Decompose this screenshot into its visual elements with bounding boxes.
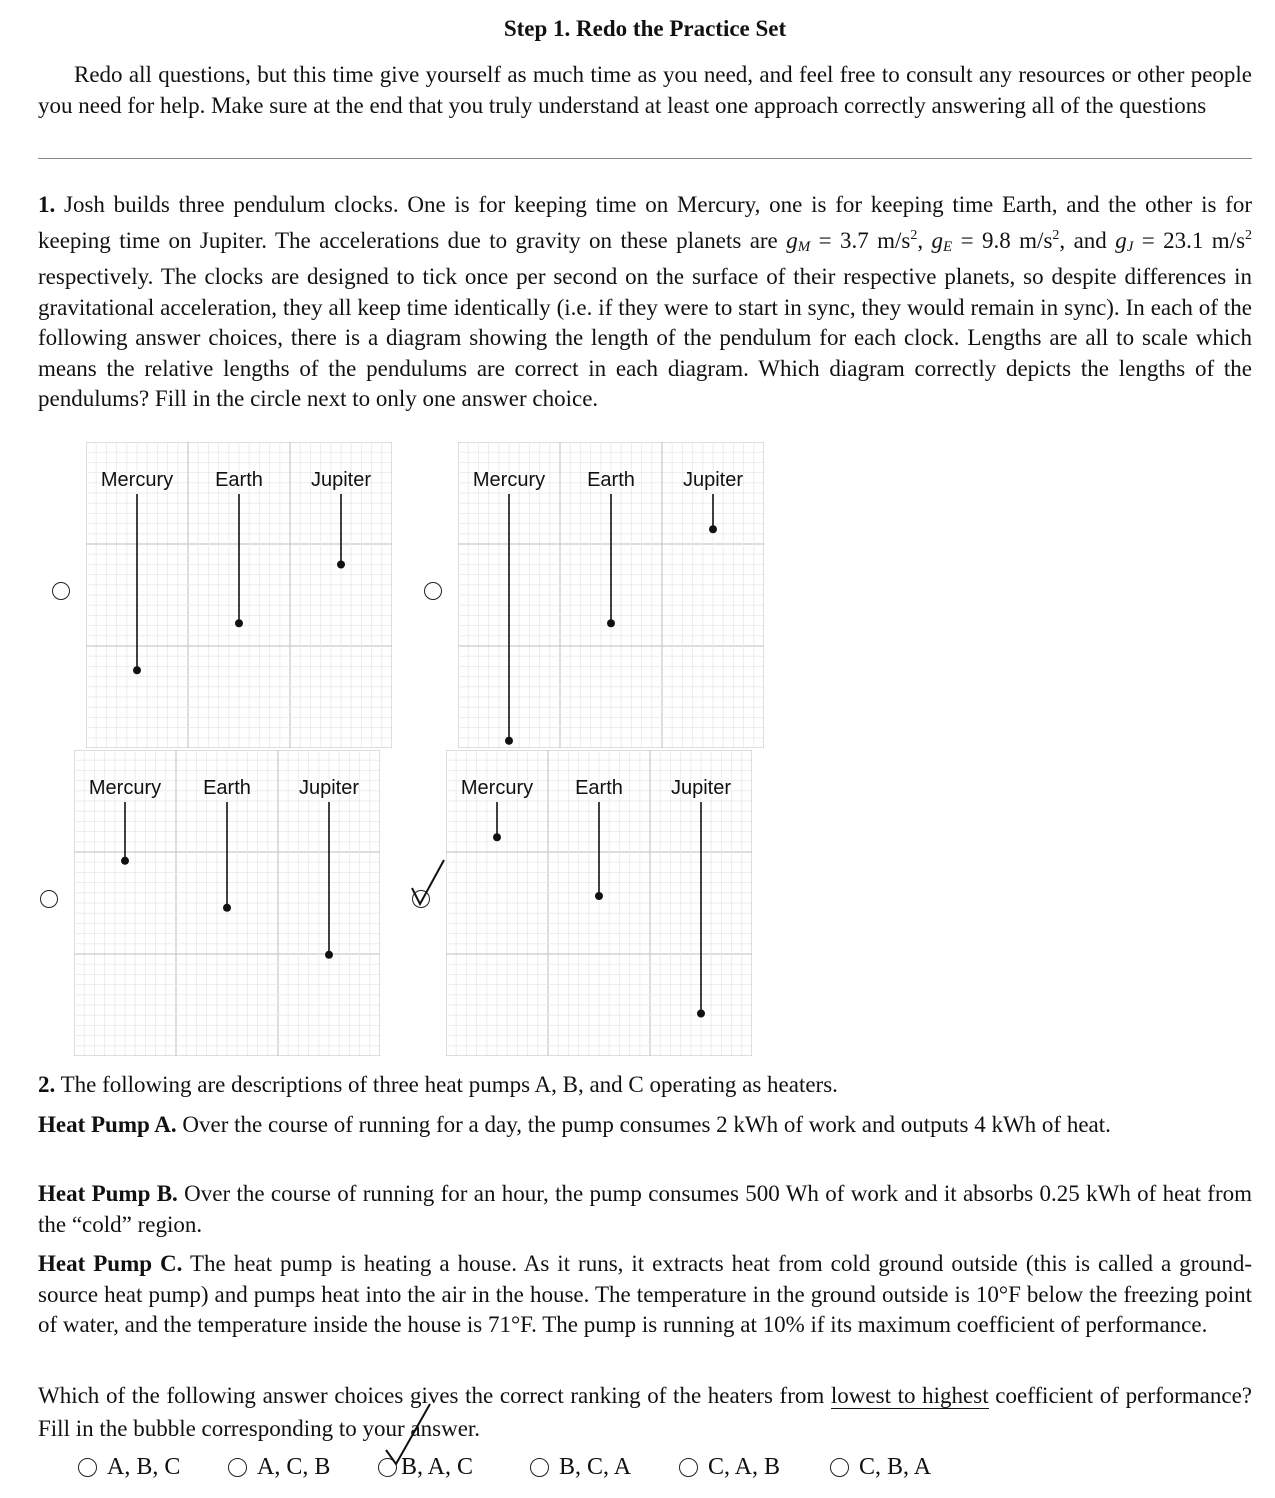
planet-label-jupiter: Jupiter xyxy=(298,777,360,799)
planet-label-mercury: Mercury xyxy=(88,777,162,799)
heat-pump-b-label: Heat Pump B. xyxy=(38,1181,178,1206)
ranking-choice-6[interactable] xyxy=(830,1454,931,1481)
heat-pump-c xyxy=(38,1249,1252,1341)
q2-question-b: coefficient of performance? Fill in the bubble corresponding to your answer. xyxy=(38,1383,1252,1441)
ranking-checkmark xyxy=(380,1398,440,1470)
q1-sq3: 2 xyxy=(1245,227,1253,243)
diagram-checkmark xyxy=(408,858,448,910)
ranking-choice-6-label: C, B, A xyxy=(859,1454,932,1480)
pendulum-bob-jupiter xyxy=(709,525,717,533)
ranking-choice-1[interactable] xyxy=(78,1454,180,1481)
heat-pump-a-label: Heat Pump A. xyxy=(38,1112,177,1137)
planet-label-jupiter: Jupiter xyxy=(670,777,732,799)
q1-sq1: 2 xyxy=(910,227,918,243)
ranking-choice-2[interactable] xyxy=(228,1454,330,1481)
step-title: Step 1. Redo the Practice Set xyxy=(503,16,787,41)
divider xyxy=(38,158,1252,159)
pendulum-bob-earth xyxy=(223,904,231,912)
heat-pump-a-text: Over the course of running for a day, the pump consumes 2 kWh of work and outputs 4 kWh of heat. xyxy=(176,1112,1111,1137)
question-2-number: 2. xyxy=(38,1072,56,1097)
pendulum-diagram-top-left xyxy=(86,442,392,748)
q1-sq2: 2 xyxy=(1052,227,1060,243)
diagram-radio-top-right[interactable] xyxy=(424,582,442,600)
heat-pump-c-label: Heat Pump C. xyxy=(38,1251,183,1276)
q1-sep1: , xyxy=(917,227,932,253)
ranking-choice-1-label: A, B, C xyxy=(107,1454,181,1480)
heat-pump-b-text: Over the course of running for an hour, the pump consumes 500 Wh of work and it absorbs 0.25 kWh of heat from the “cold” region. xyxy=(38,1181,1253,1237)
pendulum-diagram-bottom-left xyxy=(74,750,380,1056)
q1-gj-value: = 23.1 m/s xyxy=(1133,227,1246,253)
diagram-radio-top-left[interactable] xyxy=(52,582,70,600)
ranking-choice-4-label: B, C, A xyxy=(559,1454,632,1480)
pendulum-bob-mercury xyxy=(493,833,501,841)
heat-pump-a xyxy=(38,1110,1252,1141)
intro-paragraph: Redo all questions, but this time give yourself as much time as you need, and feel free to consult any resources or other people you need for help. Make sure at the end that you truly understand at least one approach correctly answering all of the questions xyxy=(38,62,1252,118)
ranking-radio-1[interactable] xyxy=(78,1458,97,1477)
q1-text-b: respectively. The clocks are designed to tick once per second on the surface of their respective planets, so despite differences in gravitational acceleration, they all keep time identically (i.e. if they were to start in sync, they would remain in sync). In each of the following answer choices, there is a diagram showing the length of the pendulum for each clock. Lengths are all to scale which means the relative lengths of the pendulums are correct in each diagram. Which diagram correctly depicts the lengths of the pendulums? Fill in the circle next to only one answer choice. xyxy=(38,264,1252,411)
q2-question-a: Which of the following answer choices gives the correct ranking of the heaters from xyxy=(38,1383,831,1408)
planet-label-earth: Earth xyxy=(575,777,623,799)
q2-question-underlined: lowest to highest xyxy=(830,1383,989,1408)
q1-text-a: Josh builds three pendulum clocks. One is for keeping time on Mercury, one is for keeping time Earth, and the other is for keeping time on Jupiter. The accelerations due to gravity on these planets are xyxy=(38,192,1252,253)
question-2-intro xyxy=(38,1070,1252,1101)
q2-intro-text: The following are descriptions of three heat pumps A, B, and C operating as heaters. xyxy=(60,1072,838,1097)
pendulum-bob-earth xyxy=(607,619,615,627)
ranking-choice-2-label: A, C, B xyxy=(257,1454,331,1480)
q1-gm-value: = 3.7 m/s xyxy=(810,227,911,253)
pendulum-bob-jupiter xyxy=(325,951,333,959)
ranking-choice-4[interactable] xyxy=(530,1454,631,1481)
pendulum-diagram-bottom-right xyxy=(446,750,752,1056)
ranking-choice-3-label: B, A, C xyxy=(401,1454,474,1480)
diagram-radio-bottom-left[interactable] xyxy=(40,890,58,908)
q1-gm-label: g xyxy=(786,227,798,253)
pendulum-bob-earth xyxy=(235,619,243,627)
planet-label-earth: Earth xyxy=(215,469,263,491)
q1-gj-label: g xyxy=(1115,227,1127,253)
q1-gm-sub: M xyxy=(797,238,811,255)
planet-label-mercury: Mercury xyxy=(100,469,174,491)
ranking-choice-5-label: C, A, B xyxy=(708,1454,781,1480)
pendulum-bob-jupiter xyxy=(697,1010,705,1018)
question-1-text xyxy=(38,190,1252,415)
q1-gj-sub: J xyxy=(1126,238,1134,255)
ranking-radio-6[interactable] xyxy=(830,1458,849,1477)
planet-label-jupiter: Jupiter xyxy=(682,469,744,491)
planet-label-earth: Earth xyxy=(587,469,635,491)
heat-pump-b xyxy=(38,1179,1252,1240)
q1-and: , and xyxy=(1059,227,1116,253)
q1-ge-label: g xyxy=(931,227,944,253)
pendulum-bob-mercury xyxy=(133,666,141,674)
pendulum-bob-mercury xyxy=(121,857,129,865)
q1-ge-sub: E xyxy=(943,238,953,255)
planet-label-jupiter: Jupiter xyxy=(310,469,372,491)
pendulum-bob-earth xyxy=(595,892,603,900)
ranking-choice-5[interactable] xyxy=(679,1454,780,1481)
pendulum-bob-mercury xyxy=(505,737,513,745)
planet-label-mercury: Mercury xyxy=(460,777,534,799)
question-1-number: 1. xyxy=(38,192,56,217)
ranking-radio-5[interactable] xyxy=(679,1458,698,1477)
pendulum-diagram-top-right xyxy=(458,442,764,748)
ranking-radio-2[interactable] xyxy=(228,1458,247,1477)
heat-pump-c-text: The heat pump is heating a house. As it runs, it extracts heat from cold ground outside (this is called a ground-source heat pump) and pumps heat into the air in the house. The temperature in the ground outside is 10°F below the freezing point of water, and the temperature inside the house is 71°F. The pump is running at 10% if its maximum coefficient of performance. xyxy=(38,1251,1252,1337)
pendulum-bob-jupiter xyxy=(337,561,345,569)
q1-ge-value: = 9.8 m/s xyxy=(952,227,1053,253)
question-2-prompt xyxy=(38,1379,1252,1445)
planet-label-earth: Earth xyxy=(203,777,251,799)
ranking-radio-4[interactable] xyxy=(530,1458,549,1477)
planet-label-mercury: Mercury xyxy=(472,469,546,491)
